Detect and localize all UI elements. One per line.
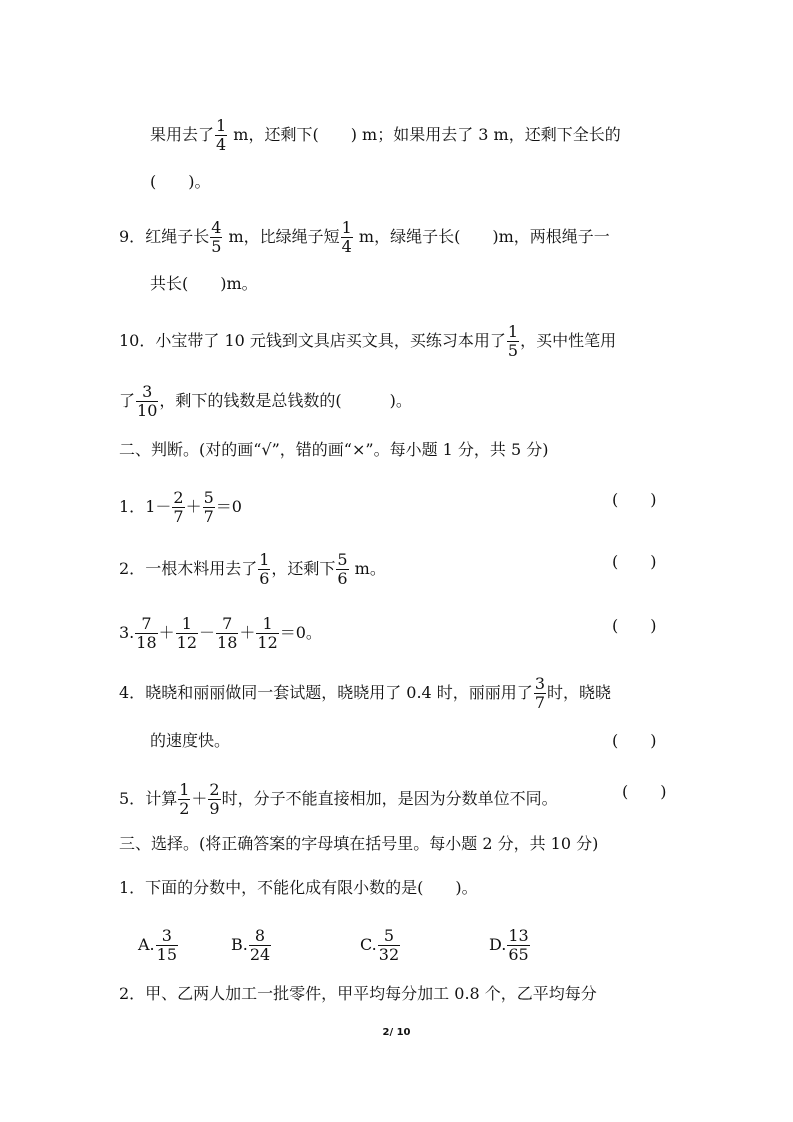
- choice-q2: [119, 984, 597, 1004]
- option-letter: D.: [489, 935, 507, 954]
- fraction: $\frac{8}{24}$: [249, 926, 271, 964]
- fraction: $\frac{2}{9}$: [209, 780, 220, 818]
- section-title: 二、判断。(对的画“√”，错的画“×”。每小题 1 分，共 5 分): [119, 440, 549, 459]
- expr-part: ＝0: [215, 497, 242, 516]
- operator: ＋: [158, 623, 175, 642]
- q8-blank: ( )。: [150, 172, 211, 191]
- q10-text-a: 小宝带了 10 元钱到文具店买文具，买练习本用了: [155, 331, 506, 350]
- answer-paren[interactable]: ( ): [612, 616, 657, 635]
- q9-text-l2: 共长( )m。: [150, 274, 258, 293]
- option-letter: A.: [138, 935, 155, 954]
- option-d[interactable]: [489, 928, 531, 963]
- question-number: 9．: [119, 227, 146, 246]
- question-number: 10．: [119, 331, 156, 350]
- q9-text-a: 红绳子长: [145, 227, 210, 246]
- option-letter: C.: [360, 935, 377, 954]
- option-b[interactable]: [231, 928, 272, 963]
- option-letter: B.: [231, 935, 248, 954]
- question-text: 2．甲、乙两人加工一批零件，甲平均每分加工 0.8 个，乙平均每分: [119, 984, 597, 1003]
- page-number: 2/ 10: [382, 1027, 411, 1038]
- answer-paren[interactable]: ( ): [612, 490, 657, 509]
- question-text: 1．下面的分数中，不能化成有限小数的是( )。: [119, 878, 478, 897]
- fraction: $\frac{3}{15}$: [156, 926, 177, 964]
- q8-line-1: [150, 118, 621, 153]
- expr-part: ＝0。: [279, 623, 322, 642]
- operator: ＋: [185, 497, 202, 516]
- q9-line-1: [119, 220, 610, 255]
- section-3-title: [119, 834, 598, 854]
- fraction: $\frac{1}{12}$: [176, 614, 197, 652]
- q8-line-2: [150, 172, 211, 192]
- fraction: $\frac{3}{7}$: [534, 674, 545, 712]
- text-part: 时，晓晓: [547, 683, 612, 702]
- fraction: $\frac{3}{10}$: [137, 382, 158, 420]
- choice-q1: [119, 878, 478, 898]
- fraction: $\frac{5}{32}$: [378, 926, 400, 964]
- question-number: 5．: [119, 789, 146, 808]
- question-number: 2．: [119, 559, 146, 578]
- q10-text-b: ，买中性笔用: [520, 331, 617, 350]
- text-part: 晓晓和丽丽做同一套试题，晓晓用了 0.4 时，丽丽用了: [145, 683, 533, 702]
- operator: ＋: [239, 623, 256, 642]
- fraction: $\frac{5}{6}$: [337, 550, 348, 588]
- answer-paren[interactable]: ( ): [622, 782, 667, 801]
- fraction: $\frac{1}{5}$: [507, 322, 519, 360]
- judge-item-1: [119, 490, 242, 525]
- text-part: 计算: [145, 789, 178, 808]
- fraction: $\frac{1}{12}$: [257, 614, 278, 652]
- judge-item-5: [119, 782, 558, 817]
- answer-paren[interactable]: ( ): [612, 552, 657, 571]
- fraction: $\frac{5}{7}$: [203, 488, 214, 526]
- text-part: m。: [349, 559, 386, 578]
- question-number: 3.: [119, 623, 135, 642]
- fraction: $\frac{4}{5}$: [211, 218, 222, 256]
- operator: ＋: [191, 789, 208, 808]
- q10-text-l2b: ，剩下的钱数是总钱数的( )。: [159, 391, 412, 410]
- judge-item-3: [119, 616, 322, 651]
- option-a[interactable]: [138, 928, 179, 963]
- q9-text-c: m，绿绳子长( )m，两根绳子一: [353, 227, 610, 246]
- option-c[interactable]: [360, 928, 401, 963]
- fraction: $\frac{1}{6}$: [259, 550, 270, 588]
- fraction: $\frac{7}{18}$: [136, 614, 157, 652]
- judge-item-2: [119, 552, 386, 587]
- fraction: $\frac{1}{4}$: [216, 116, 227, 154]
- judge-item-4: [119, 676, 611, 711]
- judge-item-4-line-2: [150, 731, 230, 751]
- fraction: $\frac{2}{7}$: [173, 488, 184, 526]
- section-title: 三、选择。(将正确答案的字母填在括号里。每小题 2 分，共 10 分): [119, 834, 599, 853]
- fraction: $\frac{13}{65}$: [508, 926, 529, 964]
- text-part: 的速度快。: [150, 731, 231, 750]
- q9-text-b: m，比绿绳子短: [223, 227, 340, 246]
- q8-text-b: m，还剩下( ) m；如果用去了 3 m，还剩下全长的: [228, 125, 621, 144]
- section-2-title: [119, 440, 549, 460]
- fraction: $\frac{1}{4}$: [341, 218, 352, 256]
- fraction: $\frac{7}{18}$: [217, 614, 238, 652]
- text-part: 时，分子不能直接相加，是因为分数单位不同。: [221, 789, 558, 808]
- text-part: 一根木料用去了: [145, 559, 258, 578]
- q10-text-l2a: 了: [119, 391, 136, 410]
- question-number: 4．: [119, 683, 146, 702]
- text-part: ，还剩下: [271, 559, 336, 578]
- q10-line-1: [119, 324, 616, 359]
- q8-text-a: 果用去了: [150, 125, 215, 144]
- q9-line-2: [150, 274, 258, 294]
- question-number: 1．: [119, 497, 146, 516]
- q10-line-2: [119, 384, 412, 419]
- answer-paren[interactable]: ( ): [612, 731, 657, 750]
- operator: －: [199, 623, 216, 642]
- fraction: $\frac{1}{2}$: [179, 780, 190, 818]
- expr-part: 1－: [145, 497, 172, 516]
